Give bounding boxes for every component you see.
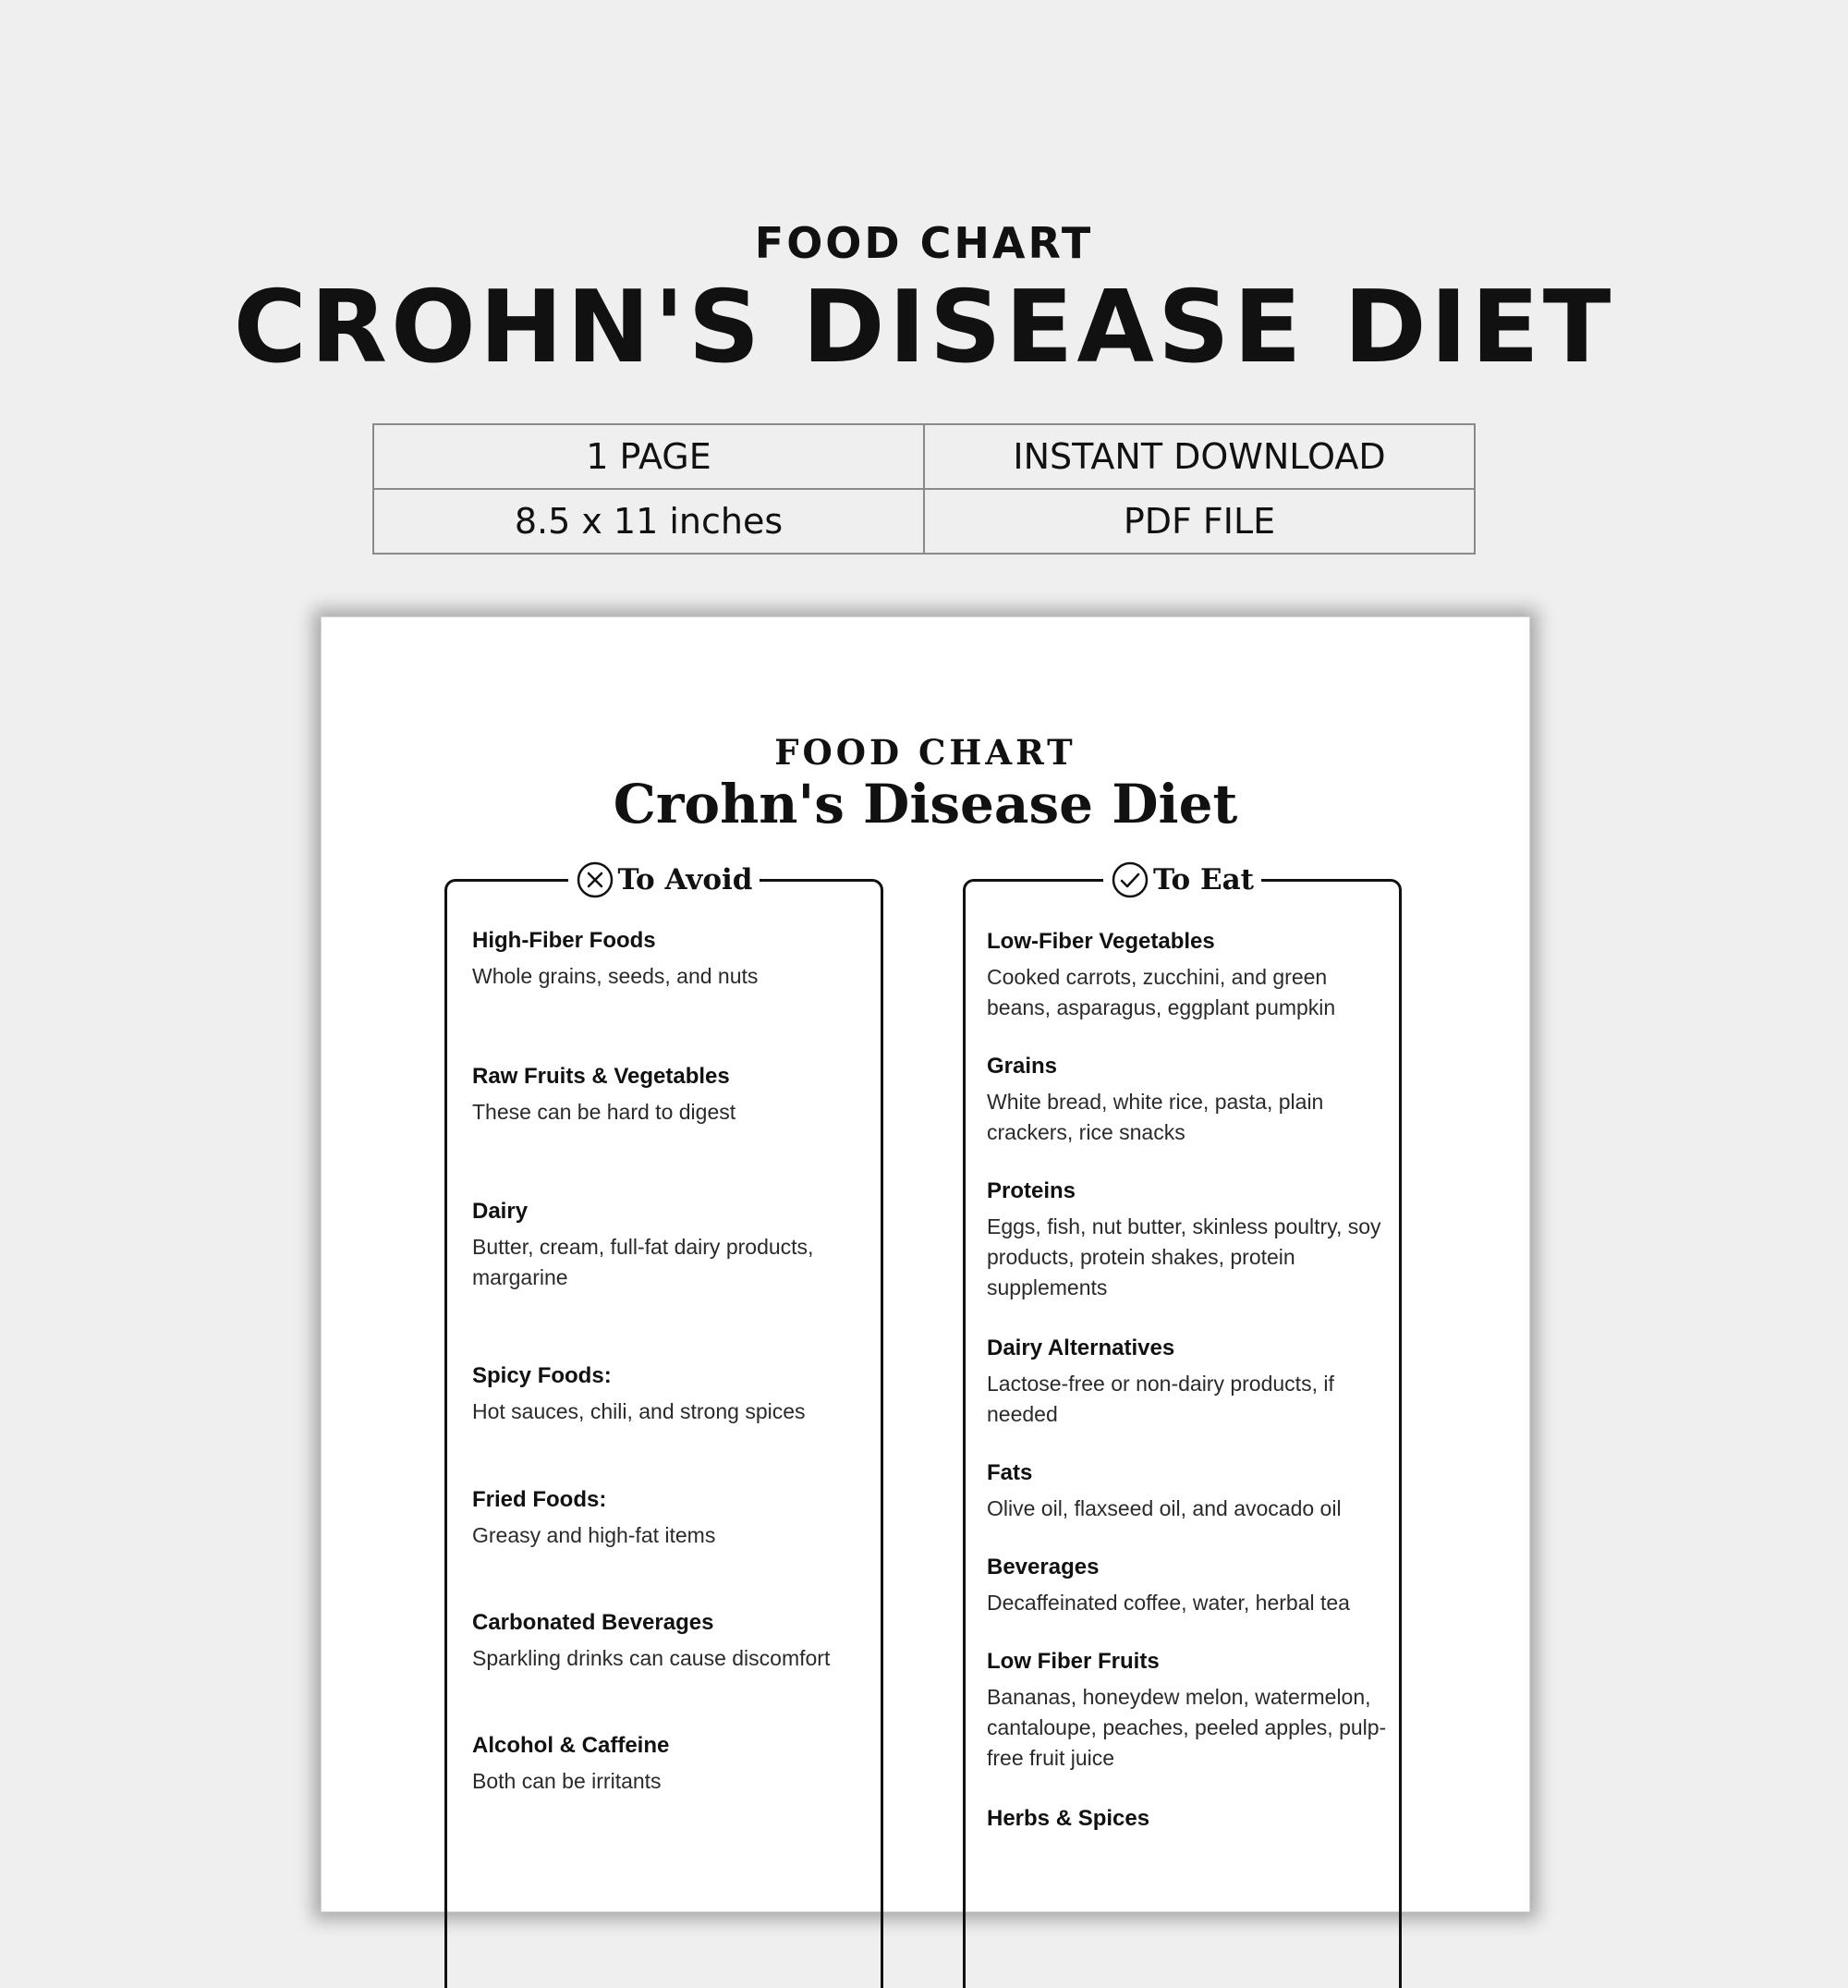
avoid-item [472,1608,869,1674]
eat-item [987,1804,1393,1839]
specs-table [372,423,1476,555]
eat-item-heading: Low-Fiber Vegetables [987,929,1215,954]
avoid-item-heading: Spicy Foods: [472,1363,612,1388]
eat-item-heading: Grains [987,1054,1058,1079]
avoid-item-desc: Both can be irritants [472,1769,662,1793]
x-circle-icon [576,860,614,899]
avoid-item [472,926,869,992]
eat-item-heading: Dairy Alternatives [987,1335,1175,1360]
avoid-item-heading: Dairy [472,1199,529,1224]
eat-item-desc: Cooked carrots, zucchini, and green beans, asparagus, eggplant pumpkin [987,965,1336,1019]
check-circle-icon [1111,860,1149,899]
eat-panel-label: To Eat [1152,863,1254,896]
eat-item-desc: White bread, white rice, pasta, plain crackers, rice snacks [987,1090,1324,1144]
avoid-item [472,1197,869,1293]
avoid-item-desc: Hot sauces, chili, and strong spices [472,1399,806,1423]
avoid-item-heading: Fried Foods: [472,1487,607,1512]
avoid-item-desc: Butter, cream, full-fat dairy products, margarine [472,1235,814,1289]
avoid-item [472,1731,869,1797]
spec-pages: 1 PAGE [373,424,924,489]
eat-item-desc: Lactose-free or non-dairy products, if needed [987,1372,1334,1426]
avoid-item-heading: Alcohol & Caffeine [472,1733,670,1758]
page-title: CROHN'S DISEASE DIET [233,270,1615,385]
eat-item [987,1553,1393,1618]
specs-row [373,424,1475,489]
eat-item [987,1458,1393,1524]
avoid-panel-header [447,858,881,902]
avoid-item [472,1485,869,1551]
specs-row [373,489,1475,554]
eat-panel [963,863,1402,1988]
avoid-item-desc: These can be hard to digest [472,1100,736,1124]
eat-item [987,1177,1393,1303]
eat-item-heading: Beverages [987,1555,1100,1579]
avoid-panel-label: To Avoid [617,863,753,896]
eat-item [987,927,1393,1023]
avoid-item-heading: Raw Fruits & Vegetables [472,1064,730,1089]
sheet-eyebrow: FOOD CHART [774,732,1076,773]
avoid-item-desc: Sparkling drinks can cause discomfort [472,1646,831,1670]
eat-item-heading: Fats [987,1460,1033,1485]
chart-preview-sheet [321,616,1530,1912]
eat-item [987,1334,1393,1430]
sheet-title: Crohn's Disease Diet [613,773,1238,835]
eat-item-desc: Eggs, fish, nut butter, skinless poultry, soy products, protein shakes, protein supplements [987,1214,1381,1299]
eat-item-desc: Olive oil, flaxseed oil, and avocado oil [987,1496,1342,1520]
avoid-item [472,1062,869,1128]
eat-panel-header [966,858,1399,902]
eat-item-heading: Proteins [987,1178,1076,1203]
page-eyebrow: FOOD CHART [754,218,1094,268]
eat-item [987,1052,1393,1148]
avoid-item-heading: Carbonated Beverages [472,1610,714,1635]
eat-item-heading: Low Fiber Fruits [987,1649,1160,1674]
spec-size: 8.5 x 11 inches [373,489,924,554]
eat-item [987,1647,1393,1774]
eat-item-desc: Bananas, honeydew melon, watermelon, cantaloupe, peaches, peeled apples, pulp-free fruit juice [987,1685,1387,1770]
spec-delivery: INSTANT DOWNLOAD [924,424,1475,489]
avoid-item [472,1361,869,1427]
avoid-item-heading: High-Fiber Foods [472,928,656,953]
eat-item-heading: Herbs & Spices [987,1806,1150,1831]
avoid-item-desc: Whole grains, seeds, and nuts [472,964,759,988]
avoid-item-desc: Greasy and high-fat items [472,1523,716,1547]
eat-item-desc: Decaffeinated coffee, water, herbal tea [987,1591,1350,1615]
avoid-panel [444,863,883,1988]
spec-format: PDF FILE [924,489,1475,554]
